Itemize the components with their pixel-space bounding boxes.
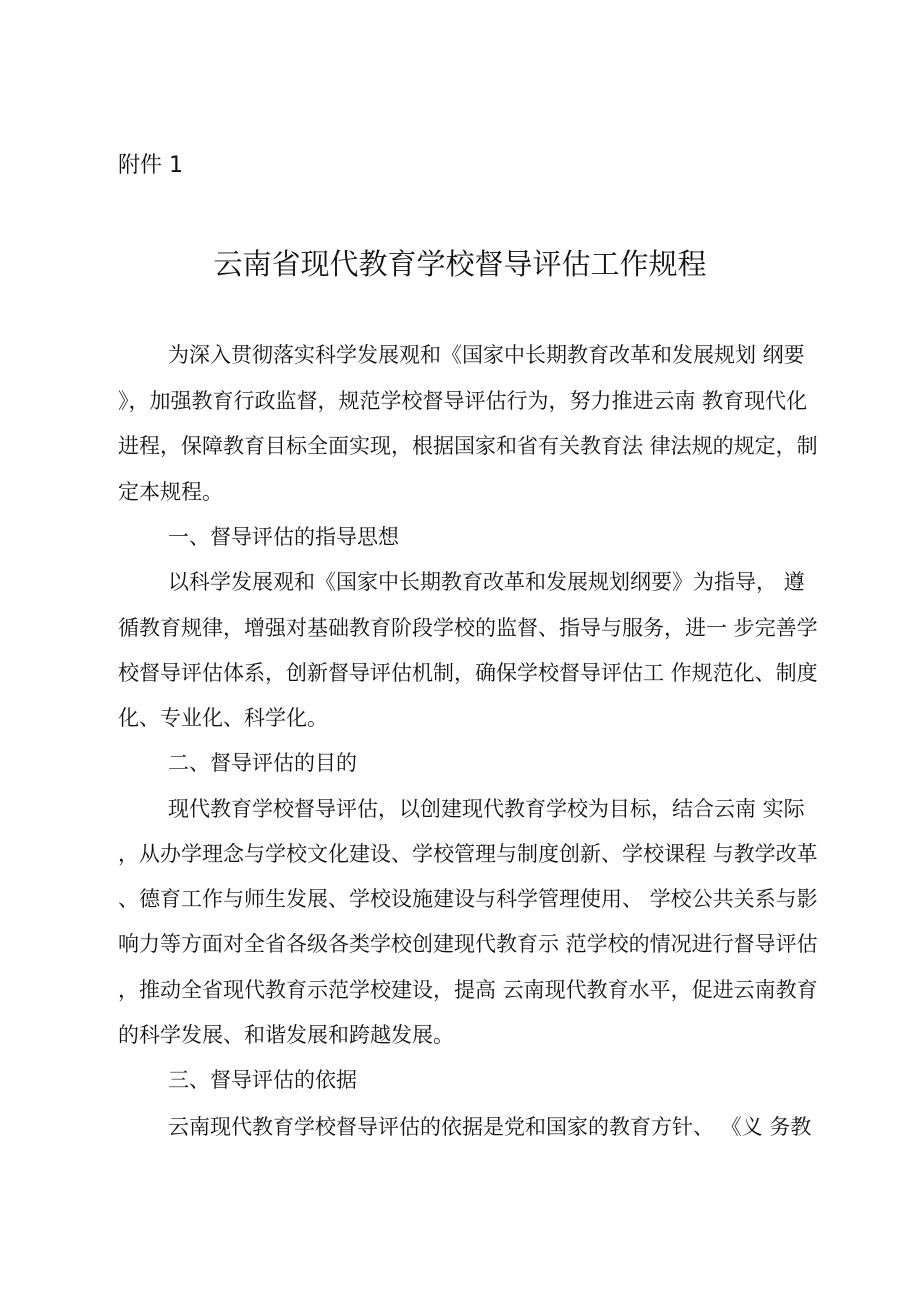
section1-line-3: 校督导评估体系，创新督导评估机制，确保学校督导评估工 作规范化、制度 — [118, 661, 818, 685]
section2-line-5: ，推动全省现代教育示范学校建设，提高 云南现代教育水平，促进云南教育 — [118, 978, 818, 1002]
section1-line-2: 循教育规律，增强对基础教育阶段学校的监督、指导与服务，进一 步完善学 — [118, 616, 818, 640]
section1-heading: 一、督导评估的指导思想 — [168, 525, 399, 549]
section1-line-1: 以科学发展观和《国家中长期教育改革和发展规划纲要》为指导， 遵 — [168, 570, 805, 594]
section3-heading: 三、督导评估的依据 — [168, 1068, 357, 1092]
section2-line-2: ，从办学理念与学校文化建设、学校管理与制度创新、学校课程 与教学改革 — [118, 842, 818, 866]
section2-line-1: 现代教育学校督导评估，以创建现代教育学校为目标，结合云南 实际 — [168, 797, 805, 821]
section2-line-4: 响力等方面对全省各级各类学校创建现代教育示 范学校的情况进行督导评估 — [118, 932, 818, 956]
section3-line-1: 云南现代教育学校督导评估的依据是党和国家的教育方针、 《义 务教 — [168, 1115, 812, 1139]
intro-line-1: 为深入贯彻落实科学发展观和《国家中长期教育改革和发展规划 纲要 — [168, 343, 805, 367]
attachment-label: 附件 1 — [118, 153, 183, 178]
intro-line-2: 》，加强教育行政监督，规范学校督导评估行为，努力推进云南 教育现代化 — [118, 389, 808, 413]
section2-line-3: 、德育工作与师生发展、学校设施建设与科学管理使用、 学校公共关系与影 — [118, 887, 818, 911]
section2-heading: 二、督导评估的目的 — [168, 751, 357, 775]
document-title: 云南省现代教育学校督导评估工作规程 — [213, 247, 707, 281]
intro-line-3: 进程，保障教育目标全面实现，根据国家和省有关教育法 律法规的规定，制 — [118, 434, 818, 458]
section2-line-6: 的科学发展、和谐发展和跨越发展。 — [118, 1023, 454, 1047]
section1-line-4: 化、专业化、科学化。 — [118, 706, 328, 730]
intro-line-4: 定本规程。 — [118, 480, 223, 504]
